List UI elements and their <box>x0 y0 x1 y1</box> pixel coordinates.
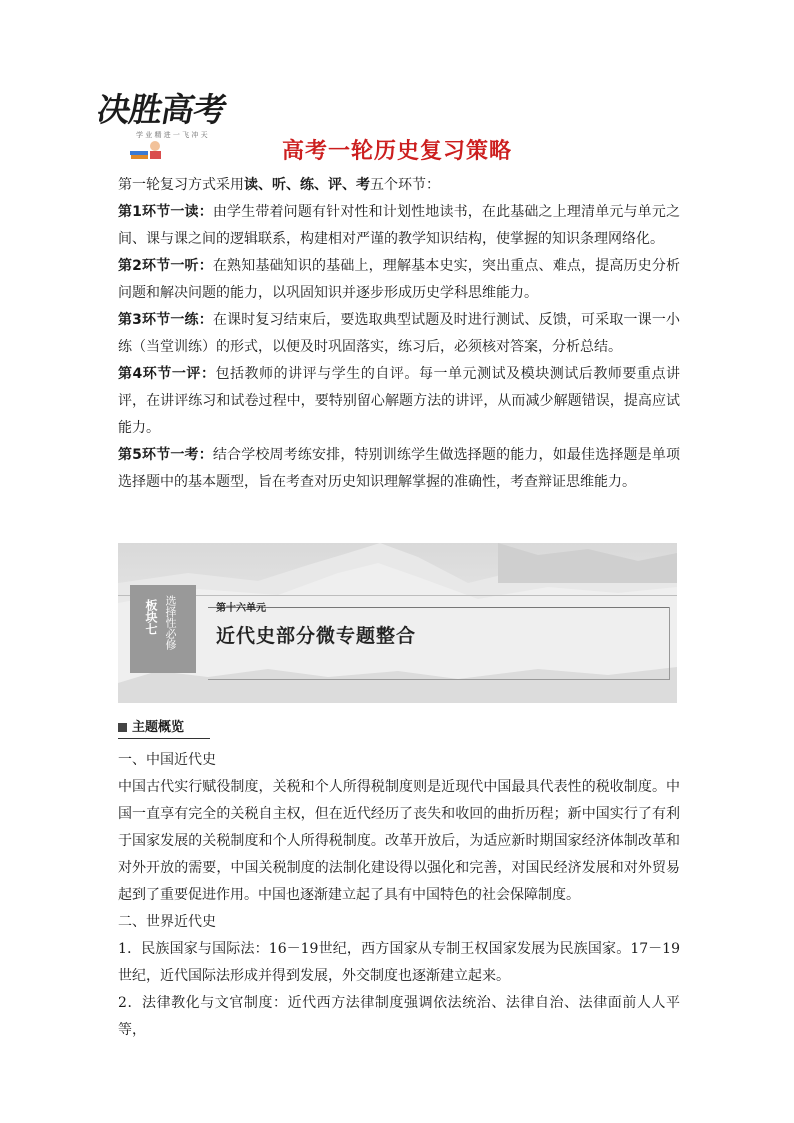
section-2-item-1: 1．民族国家与国际法：16－19世纪，西方国家从专制王权国家发展为民族国家。17－19世纪，近代国际法形成并得到发展，外交制度也逐渐建立起来。 <box>118 941 680 984</box>
block-label: 板块七 <box>144 599 158 635</box>
section-2-item-2: 2．法律教化与文官制度：近代西方法律制度强调依法统治、法律自治、法律面前人人平等， <box>118 995 680 1038</box>
step-4: 第4环节一评：包括教师的讲评与学生的自评。每一单元测试及模块测试后教师要重点讲评，在讲评练习和试卷过程中，要特别留心解题方法的讲评，从而减少解题错误，提高应试能力。 <box>118 366 681 436</box>
step-3: 第3环节一练：在课时复习结束后，要选取典型试题及时进行测试、反馈，可采取一课一小练（当堂训练）的形式，以便及时巩固落实，练习后，必须核对答案，分析总结。 <box>118 312 681 355</box>
unit-topic: 近代史部分微专题整合 <box>216 625 417 647</box>
overview-content <box>118 747 680 1044</box>
logo-text: 决胜高考 <box>94 90 230 129</box>
intro-paragraph: 第一轮复习方式采用读、听、练、评、考五个环节： <box>118 177 440 193</box>
step-2: 第2环节一听：在熟知基础知识的基础上，理解基本史实，突出重点、难点，提高历史分析问题和解决问题的能力，以巩固知识并逐步形成历史学科思维能力。 <box>118 258 681 301</box>
unit-banner <box>118 543 677 703</box>
heading-underline <box>118 738 210 739</box>
logo-subtitle: 学 业 精 进 一 飞 冲 天 <box>136 131 208 139</box>
step-1: 第1环节一读：由学生带着问题有针对性和计划性地读书，在此基础之上理清单元与单元之间、课与课之间的逻辑联系，构建相对严谨的教学知识结构，使掌握的知识条理网络化。 <box>118 204 681 247</box>
unit-label: 第十六单元 <box>216 603 266 614</box>
section-side-block <box>130 585 196 673</box>
block-sublabel: 选择性必修 <box>164 595 177 650</box>
page-title: 高考一轮历史复习策略 <box>281 139 512 164</box>
step-5: 第5环节一考：结合学校周考练安排，特别训练学生做选择题的能力，如最佳选择题是单项选择题中的基本题型，旨在考查对历史知识理解掌握的准确性，考查辩证思维能力。 <box>118 447 681 490</box>
strategy-section <box>118 172 680 496</box>
section-1-title: 一、中国近代史 <box>118 752 216 768</box>
overview-heading: 主题概览 <box>118 716 184 735</box>
square-bullet-icon <box>118 723 127 732</box>
section-2-title: 二、世界近代史 <box>118 914 216 930</box>
section-1-text: 中国古代实行赋役制度，关税和个人所得税制度则是近现代中国最具代表性的税收制度。中国一直享有完全的关税自主权，但在近代经历了丧失和收回的曲折历程；新中国实行了有利于国家发展的关税制度和个人所得税制度。改革开放后，为适应新时期国家经济体制改革和对外开放的需要，中国关税制度的法制化建设得以强化和完善，对国民经济发展和对外贸易起到了重要促进作用。中国也逐渐建立起了具有中国特色的社会保障制度。 <box>118 779 680 903</box>
